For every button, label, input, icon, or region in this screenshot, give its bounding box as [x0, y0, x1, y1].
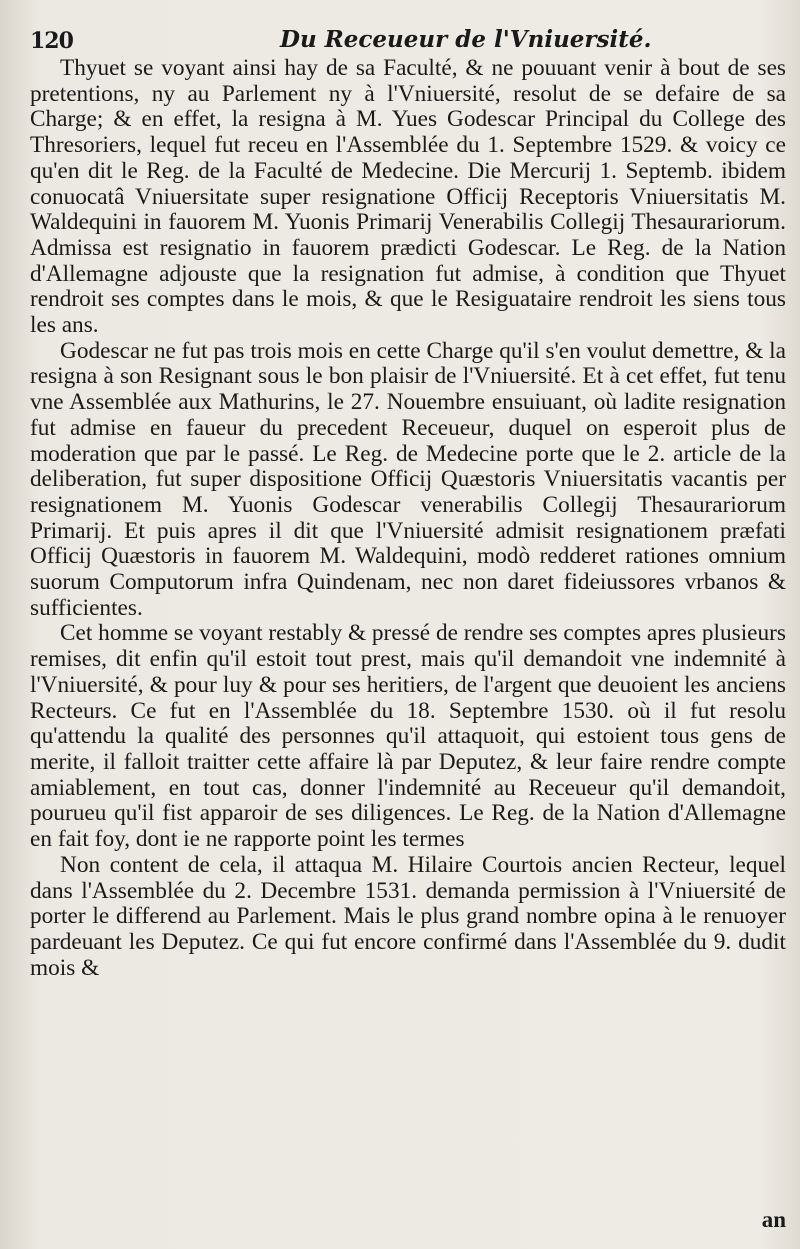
running-head — [30, 18, 786, 52]
running-title: Du Receueur de l'Vniuersité. — [280, 26, 652, 53]
paragraph-2: Godescar ne fut pas trois mois en cette Charge qu'il s'en voulut demettre, & la resigna à son Resignant sous le bon plaisir de l'Vniuersité. Et à cet effet, fut tenu vne Assemblée aux Mathurins, le 27. Nouembre ensuiuant, où ladite resignation fut admise en faueur du precedent Receueur, duquel on esperoit plus de moderation que par le passé. Le Reg. de Medecine porte que le 2. article de la deliberation, fut super dispositione Officij Quæstoris Vniuersitatis vacantis per resignationem M. Yuonis Godescar venerabilis Collegij Thesaurariorum Primarij. Et puis apres il dit que l'Vniuersité admisit resignationem præfati Officij Quæstoris in fauorem M. Waldequini, modò redderet rationes omnium suorum Computorum infra Quindenam, nec non daret fideiussores vrbanos & sufficientes. — [30, 337, 786, 621]
page-number: 120 — [30, 28, 73, 54]
paragraph-4: Non content de cela, il attaqua M. Hilaire Courtois ancien Recteur, lequel dans l'Assemblée du 2. Decembre 1531. demanda permission à l'Vniuersité de porter le differend au Parlement. Mais le plus grand nombre opina à le renuoyer pardeuant les Deputez. Ce qui fut encore confirmé dans l'Assemblée du 9. dudit mois & — [30, 851, 786, 981]
paragraph-3: Cet homme se voyant restably & pressé de rendre ses comptes apres plusieurs remises, dit enfin qu'il estoit tout prest, mais qu'il demandoit vne indemnité à l'Vniuersité, & pour luy & pour ses heritiers, de l'argent que deuoient les anciens Recteurs. Ce fut en l'Assemblée du 18. Septembre 1530. où il fut resolu qu'attendu la qualité des personnes qu'il attaquoit, qui estoient tous gens de merite, il falloit traitter cette affaire là par Deputez, & leur faire rendre compte amiablement, en tout cas, donner l'indemnité au Receueur qu'il demandoit, pourueu qu'il fist apparoir de ses diligences. Le Reg. de la Nation d'Allemagne en fait foy, dont ie ne rapporte point les termes — [30, 620, 786, 853]
paragraph-1: Thyuet se voyant ainsi hay de sa Faculté, & ne pouuant venir à bout de ses pretentions, ny au Parlement ny à l'Vniuersité, resolut de se defaire de sa Charge; & en effet, la resigna à M. Yues Godescar Principal du College des Thresoriers, lequel fut receu en l'Assemblée du 1. Septembre 1529. & voicy ce qu'en dit le Reg. de la Faculté de Medecine. Die Mercurij 1. Septemb. ibidem conuocatâ Vniuersitate super resignatione Officij Receptoris Vniuersitatis M. Waldequini in fauorem M. Yuonis Primarij Venerabilis Collegij Thesaurariorum. Admissa est resignatio in fauorem prædicti Godescar. Le Reg. de la Nation d'Allemagne adjouste que la resignation fut admise, à condition que Thyuet rendroit ses comptes dans le mois, & que le Resiguataire rendroit les siens tous les ans. — [30, 55, 786, 339]
catchword: an — [761, 1207, 786, 1232]
body-text — [30, 56, 786, 981]
